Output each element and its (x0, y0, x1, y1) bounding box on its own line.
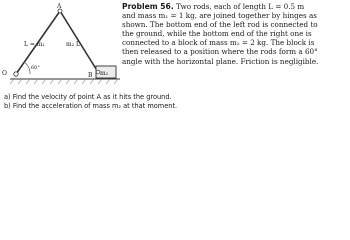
problem-text-line: Two rods, each of length L = 0.5 m (176, 2, 305, 11)
label-a: A (57, 3, 62, 10)
rods-diagram (0, 0, 122, 92)
problem-statement (122, 2, 348, 66)
problem-title: Problem 56. (122, 2, 174, 11)
hinge-o (14, 72, 18, 76)
problem-text-line: the ground, while the bottom end of the right one is (122, 29, 312, 39)
problem-figure (0, 0, 122, 92)
problem-text-line: shown. The bottom end of the left rod is connected to (122, 20, 318, 30)
label-block: m₂ (100, 70, 109, 77)
label-right-rod: m₂ L (66, 41, 80, 48)
angle-arc (24, 62, 30, 74)
question-b: b) Find the acceleration of mass m₂ at that moment. (4, 102, 178, 110)
problem-text-line: connected to a block of mass m₂ = 2 kg. The block is (122, 38, 315, 48)
label-angle: 60° (31, 65, 40, 71)
question-a: a) Find the velocity of point A as it hits the ground. (4, 93, 172, 101)
label-b: B (88, 72, 93, 79)
problem-text-line: angle with the horizontal plane. Friction is negligible. (122, 56, 319, 66)
problem-text-line: then released to a position where the rods form a 60° (122, 47, 318, 57)
problem-text-line: and mass m₁ = 1 kg, are joined together by hinges as (122, 11, 317, 21)
label-o: O (2, 70, 7, 77)
label-left-rod: L = m₁ (24, 41, 45, 48)
questions-list (4, 93, 344, 111)
ground-hatching (10, 79, 118, 84)
problem-line-1 (122, 2, 348, 11)
